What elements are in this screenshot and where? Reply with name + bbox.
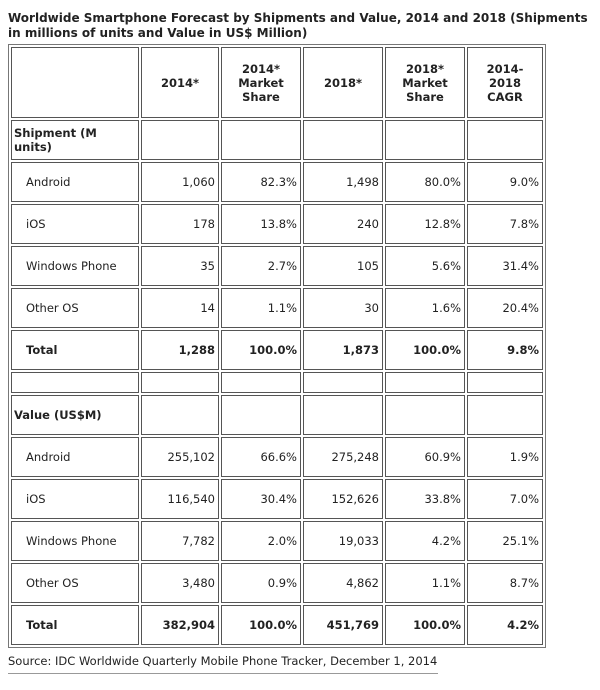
cell-2018-share: 60.9%: [385, 437, 465, 477]
empty-cell: [385, 395, 465, 435]
total-2014: 382,904: [141, 605, 219, 645]
total-2018-share: 100.0%: [385, 605, 465, 645]
cell-2018-share: 80.0%: [385, 162, 465, 202]
cell-2018: 152,626: [303, 479, 383, 519]
table-row: [11, 288, 543, 328]
table-row: [11, 563, 543, 603]
cell-2018: 30: [303, 288, 383, 328]
row-label: Windows Phone: [11, 246, 139, 286]
cell-2018-share: 33.8%: [385, 479, 465, 519]
header-cell-2014-share: [221, 47, 301, 118]
cell-cagr: 9.0%: [467, 162, 543, 202]
empty-cell: [221, 395, 301, 435]
section-label-value: Value (US$M): [11, 395, 139, 435]
total-2018: 1,873: [303, 330, 383, 370]
table-row: [11, 437, 543, 477]
table-row: [11, 162, 543, 202]
cell-2018-share: 1.1%: [385, 563, 465, 603]
cell-2018: 105: [303, 246, 383, 286]
total-row-value: [11, 605, 543, 645]
total-2014-share: 100.0%: [221, 330, 301, 370]
row-label: Android: [11, 437, 139, 477]
header-cell-2018: [303, 47, 383, 118]
section-label-shipment: Shipment (M units): [11, 120, 139, 160]
empty-cell: [141, 395, 219, 435]
forecast-table: [8, 44, 546, 648]
empty-cell: [385, 120, 465, 160]
table-row: [11, 479, 543, 519]
total-2014-share: 100.0%: [221, 605, 301, 645]
table-title: Worldwide Smartphone Forecast by Shipments and Value, 2014 and 2018 (Shipments in millions of units and Value in US$ Million): [8, 11, 588, 40]
header-2014-share-text: 2014* Market Share: [238, 61, 284, 104]
empty-cell: [221, 120, 301, 160]
cell-cagr: 8.7%: [467, 563, 543, 603]
cell-2014: 178: [141, 204, 219, 244]
header-cell-cagr: [467, 47, 543, 118]
cell-2018-share: 4.2%: [385, 521, 465, 561]
cell-2018: 275,248: [303, 437, 383, 477]
cell-cagr: 25.1%: [467, 521, 543, 561]
header-2018-line: 2018*: [323, 75, 363, 90]
cell-2014: 7,782: [141, 521, 219, 561]
cell-2018-share: 12.8%: [385, 204, 465, 244]
header-cell-2018-share: [385, 47, 465, 118]
header-2014-line: 2014*: [160, 75, 200, 90]
cell-2018: 4,862: [303, 563, 383, 603]
section-row-value: [11, 395, 543, 435]
total-cagr: 4.2%: [467, 605, 543, 645]
cell-2014-share: 13.8%: [221, 204, 301, 244]
empty-cell: [385, 372, 465, 393]
cell-2018: 240: [303, 204, 383, 244]
cell-2014-share: 0.9%: [221, 563, 301, 603]
table-row: [11, 246, 543, 286]
empty-cell: [303, 120, 383, 160]
cell-cagr: 20.4%: [467, 288, 543, 328]
cell-2014-share: 30.4%: [221, 479, 301, 519]
cell-2014-share: 66.6%: [221, 437, 301, 477]
empty-cell: [303, 372, 383, 393]
row-label: Android: [11, 162, 139, 202]
cell-cagr: 1.9%: [467, 437, 543, 477]
section-row-shipment: [11, 120, 543, 160]
cell-cagr: 7.0%: [467, 479, 543, 519]
empty-cell: [467, 372, 543, 393]
empty-cell: [221, 372, 301, 393]
header-cell-2014: [141, 47, 219, 118]
cell-2014: 1,060: [141, 162, 219, 202]
row-label: Windows Phone: [11, 521, 139, 561]
cell-cagr: 31.4%: [467, 246, 543, 286]
empty-cell: [303, 395, 383, 435]
total-2018: 451,769: [303, 605, 383, 645]
cell-2014: 116,540: [141, 479, 219, 519]
total-label: Total: [11, 605, 139, 645]
row-label: iOS: [11, 479, 139, 519]
cell-2014: 35: [141, 246, 219, 286]
cell-2014-share: 1.1%: [221, 288, 301, 328]
empty-cell: [141, 372, 219, 393]
cell-2014-share: 2.7%: [221, 246, 301, 286]
source-divider: [8, 673, 438, 674]
table-row: [11, 521, 543, 561]
empty-cell: [467, 120, 543, 160]
cell-2014: 3,480: [141, 563, 219, 603]
cell-2014-share: 82.3%: [221, 162, 301, 202]
cell-2018-share: 5.6%: [385, 246, 465, 286]
cell-2014: 255,102: [141, 437, 219, 477]
empty-cell: [141, 120, 219, 160]
total-2018-share: 100.0%: [385, 330, 465, 370]
header-cagr-text: 2014-2018 CAGR: [486, 61, 524, 104]
empty-cell: [11, 372, 139, 393]
total-cagr: 9.8%: [467, 330, 543, 370]
row-label: iOS: [11, 204, 139, 244]
cell-2018: 1,498: [303, 162, 383, 202]
total-label: Total: [11, 330, 139, 370]
spacer-row: [11, 372, 543, 393]
cell-2018: 19,033: [303, 521, 383, 561]
header-cell-empty: [11, 47, 139, 118]
empty-cell: [467, 395, 543, 435]
cell-2018-share: 1.6%: [385, 288, 465, 328]
total-row-shipment: [11, 330, 543, 370]
total-2014: 1,288: [141, 330, 219, 370]
row-label: Other OS: [11, 563, 139, 603]
cell-2014: 14: [141, 288, 219, 328]
source-note: Source: IDC Worldwide Quarterly Mobile Phone Tracker, December 1, 2014: [8, 654, 438, 668]
cell-2014-share: 2.0%: [221, 521, 301, 561]
header-row: [11, 47, 543, 118]
header-2018-share-text: 2018* Market Share: [402, 61, 448, 104]
cell-cagr: 7.8%: [467, 204, 543, 244]
row-label: Other OS: [11, 288, 139, 328]
table-row: [11, 204, 543, 244]
